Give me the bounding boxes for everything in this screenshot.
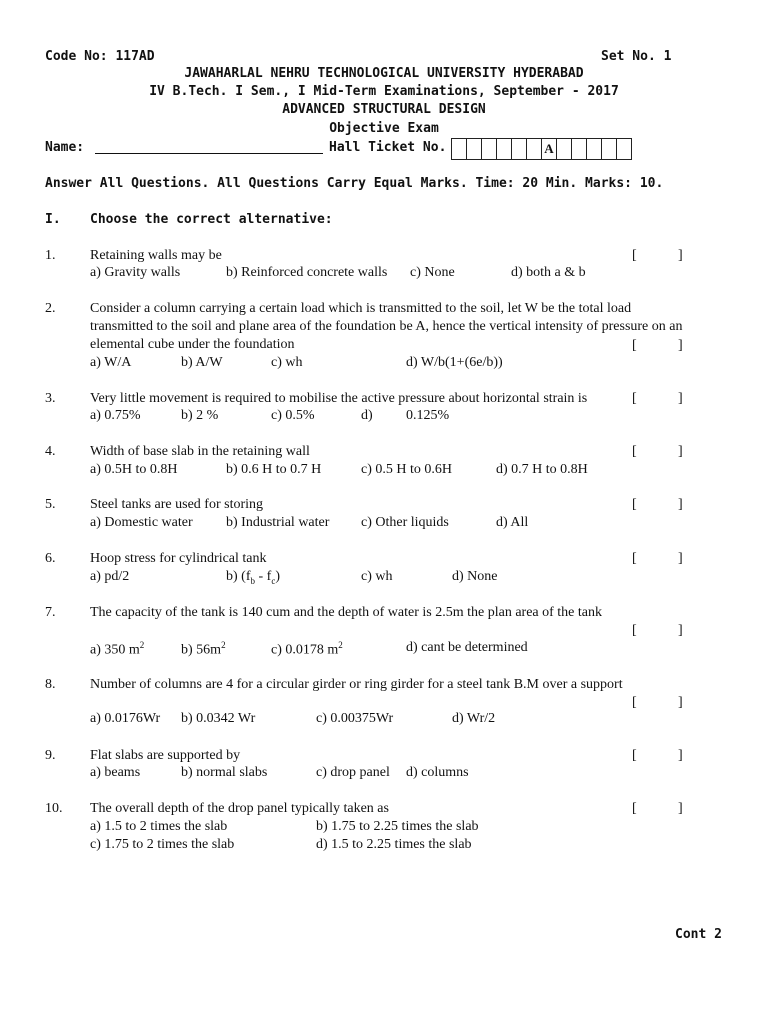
option-b: b) A/W xyxy=(181,355,223,370)
option-d: d) 0.7 H to 0.8H xyxy=(496,462,588,477)
option-a: a) pd/2 xyxy=(90,569,130,584)
option-d: d) both a & b xyxy=(511,265,586,280)
option-b: b) Reinforced concrete walls xyxy=(226,265,388,280)
option-c: c) 0.5% xyxy=(271,408,315,423)
subject-title: ADVANCED STRUCTURAL DESIGN xyxy=(282,102,486,117)
question-text: The overall depth of the drop panel typically taken as xyxy=(90,801,389,816)
set-number: Set No. 1 xyxy=(601,49,672,64)
answer-bracket-close[interactable]: ] xyxy=(678,695,683,710)
question-text: Hoop stress for cylindrical tank xyxy=(90,551,267,566)
option-c: c) wh xyxy=(361,569,393,584)
option-b: b) 0.0342 Wr xyxy=(181,711,256,726)
section-number: I. xyxy=(45,212,61,227)
option-a: a) Domestic water xyxy=(90,515,193,530)
name-label: Name: xyxy=(45,140,85,155)
question-number: 3. xyxy=(45,391,56,406)
question-number: 10. xyxy=(45,801,63,816)
option-b: b) 0.6 H to 0.7 H xyxy=(226,462,322,477)
answer-bracket-close[interactable]: ] xyxy=(678,248,683,263)
answer-bracket-close[interactable]: ] xyxy=(678,497,683,512)
ticket-cell[interactable] xyxy=(602,139,617,160)
ticket-cell[interactable] xyxy=(557,139,572,160)
option-b: b) normal slabs xyxy=(181,765,268,780)
answer-bracket-open[interactable]: [ xyxy=(632,801,637,816)
ticket-cell[interactable] xyxy=(527,139,542,160)
question-number: 8. xyxy=(45,677,56,692)
answer-bracket-open[interactable]: [ xyxy=(632,623,637,638)
question-text: Width of base slab in the retaining wall xyxy=(90,444,310,459)
subscript: c xyxy=(271,575,276,586)
question-text-line: elemental cube under the foundation xyxy=(90,337,295,352)
question-text: Retaining walls may be xyxy=(90,248,222,263)
option-c: c) 0.00375Wr xyxy=(316,711,394,726)
question-text-line: Consider a column carrying a certain load which is transmitted to the soil, let W be the total load xyxy=(90,301,632,316)
answer-bracket-open[interactable]: [ xyxy=(632,444,637,459)
answer-bracket-open[interactable]: [ xyxy=(632,551,637,566)
ticket-cell[interactable] xyxy=(497,139,512,160)
option-a: a) 0.5H to 0.8H xyxy=(90,462,178,477)
option-a: a) 0.75% xyxy=(90,408,141,423)
answer-bracket-open[interactable]: [ xyxy=(632,391,637,406)
option-c: c) drop panel xyxy=(316,765,390,780)
option-c-text: c) 0.0178 m xyxy=(271,642,339,658)
university-name: JAWAHARLAL NEHRU TECHNOLOGICAL UNIVERSITY HYDERABAD xyxy=(184,66,584,81)
ticket-cell[interactable]: A xyxy=(542,139,557,160)
question-text: Very little movement is required to mobilise the active pressure about horizontal strain is xyxy=(90,391,588,406)
question-number: 4. xyxy=(45,444,56,459)
option-b: b) Industrial water xyxy=(226,515,330,530)
superscript: 2 xyxy=(338,640,343,650)
option-b: b) 2 % xyxy=(181,408,219,423)
option-a: a) beams xyxy=(90,765,141,780)
answer-bracket-open[interactable]: [ xyxy=(632,748,637,763)
option-d: d) None xyxy=(452,569,498,584)
code-number: Code No: 117AD xyxy=(45,49,155,64)
superscript: 2 xyxy=(221,640,226,650)
question-text: Number of columns are 4 for a circular girder or ring girder for a steel tank B.M over a support xyxy=(90,677,623,692)
answer-bracket-open[interactable]: [ xyxy=(632,695,637,710)
question-text: Flat slabs are supported by xyxy=(90,748,241,763)
ticket-cell[interactable] xyxy=(617,139,632,160)
option-a: a) Gravity walls xyxy=(90,265,181,280)
option-a: a) W/A xyxy=(90,355,132,370)
answer-bracket-close[interactable]: ] xyxy=(678,444,683,459)
option-b xyxy=(226,569,280,586)
option-c: c) wh xyxy=(271,355,303,370)
option-c xyxy=(271,640,343,659)
answer-bracket-close[interactable]: ] xyxy=(678,338,683,353)
answer-bracket-close[interactable]: ] xyxy=(678,551,683,566)
ticket-cell[interactable] xyxy=(482,139,497,160)
continuation-note: Cont 2 xyxy=(675,927,722,942)
answer-bracket-open[interactable]: [ xyxy=(632,248,637,263)
option-a-text: a) 350 m xyxy=(90,642,140,658)
option-d: d) Wr/2 xyxy=(452,711,496,726)
option-d: d) cant be determined xyxy=(406,640,528,655)
ticket-cell[interactable] xyxy=(587,139,602,160)
ticket-cell[interactable] xyxy=(572,139,587,160)
option-a xyxy=(90,640,144,659)
question-text: The capacity of the tank is 140 cum and the depth of water is 2.5m the plan area of the tank xyxy=(90,605,602,620)
option-b-part: ) xyxy=(275,569,280,584)
option-d: d) W/b(1+(6e/b)) xyxy=(406,355,503,370)
option-c: c) None xyxy=(410,265,455,280)
option-d: d) xyxy=(361,408,373,423)
question-number: 5. xyxy=(45,497,56,512)
option-c: c) 0.5 H to 0.6H xyxy=(361,462,452,477)
question-number: 6. xyxy=(45,551,56,566)
question-number: 2. xyxy=(45,301,56,316)
option-d-value: 0.125% xyxy=(406,408,450,423)
superscript: 2 xyxy=(139,640,145,650)
option-b: b) 1.75 to 2.25 times the slab xyxy=(316,819,479,834)
ticket-cell[interactable] xyxy=(467,139,482,160)
ticket-cell[interactable] xyxy=(512,139,527,160)
option-b xyxy=(181,640,226,659)
option-b-part: - f xyxy=(255,569,272,584)
subscript: b xyxy=(250,575,255,586)
option-c: c) Other liquids xyxy=(361,515,449,530)
exam-type: Objective Exam xyxy=(329,121,439,136)
option-d: d) 1.5 to 2.25 times the slab xyxy=(316,837,472,852)
question-text-line: transmitted to the soil and plane area of the foundation be A, hence the vertical intensity of pressure on an xyxy=(90,319,683,334)
answer-bracket-close[interactable]: ] xyxy=(678,748,683,763)
option-d: d) columns xyxy=(406,765,469,780)
hall-ticket-boxes[interactable] xyxy=(451,138,632,160)
answer-bracket-open[interactable]: [ xyxy=(632,497,637,512)
option-c: c) 1.75 to 2 times the slab xyxy=(90,837,235,852)
hall-ticket-label: Hall Ticket No. xyxy=(329,140,447,155)
answer-bracket-open[interactable]: [ xyxy=(632,338,637,353)
name-field-line[interactable] xyxy=(95,153,323,154)
question-number: 7. xyxy=(45,605,56,620)
ticket-cell[interactable] xyxy=(452,139,467,160)
answer-bracket-close[interactable]: ] xyxy=(678,801,683,816)
option-b-text: b) 56m xyxy=(181,642,222,658)
question-number: 9. xyxy=(45,748,56,763)
question-number: 1. xyxy=(45,248,56,263)
answer-bracket-close[interactable]: ] xyxy=(678,623,683,638)
section-title: Choose the correct alternative: xyxy=(90,212,333,227)
answer-bracket-close[interactable]: ] xyxy=(678,391,683,406)
instructions: Answer All Questions. All Questions Carry Equal Marks. Time: 20 Min. Marks: 10. xyxy=(45,176,664,191)
option-b-part: b) (f xyxy=(226,569,251,584)
option-d: d) All xyxy=(496,515,529,530)
question-text: Steel tanks are used for storing xyxy=(90,497,264,512)
option-a: a) 1.5 to 2 times the slab xyxy=(90,819,228,834)
exam-title: IV B.Tech. I Sem., I Mid-Term Examinations, September - 2017 xyxy=(149,84,619,99)
option-a: a) 0.0176Wr xyxy=(90,711,161,726)
